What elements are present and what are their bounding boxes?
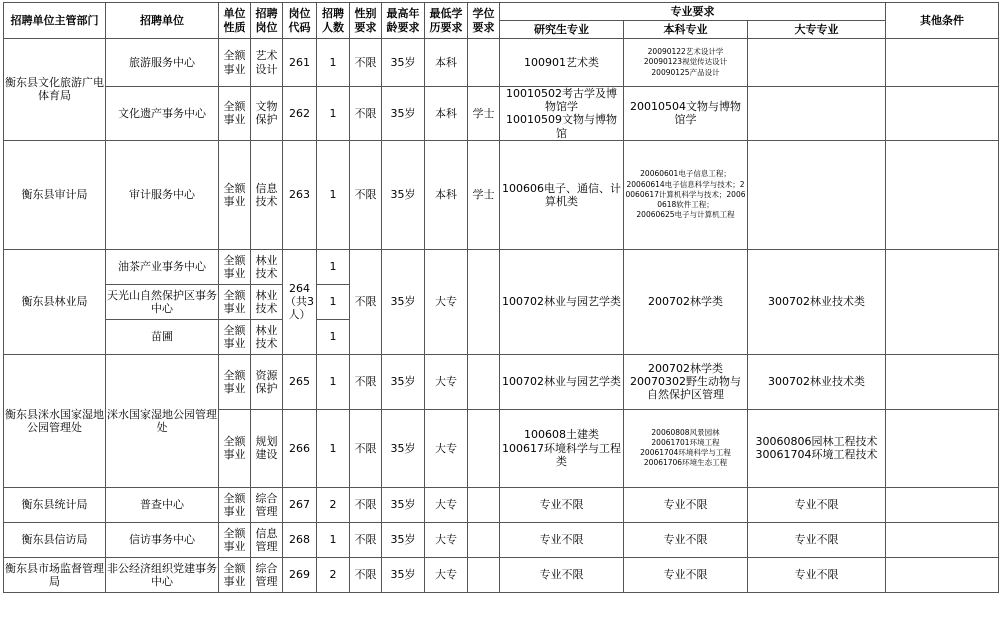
gender-cell: 不限 — [350, 354, 382, 409]
edu-cell: 本科 — [425, 39, 468, 87]
count-cell: 1 — [317, 249, 350, 284]
nature-cell: 全额事业 — [219, 487, 251, 522]
count-cell: 1 — [317, 319, 350, 354]
unit-cell: 文化遗产事务中心 — [106, 87, 219, 141]
grad-major-cell: 专业不限 — [500, 487, 624, 522]
post-cell: 林业技术 — [251, 284, 283, 319]
post-cell: 综合管理 — [251, 487, 283, 522]
nature-cell: 全额事业 — [219, 354, 251, 409]
grad-major-cell: 专业不限 — [500, 557, 624, 592]
grad-major-cell: 100608土建类 100617环境科学与工程类 — [500, 409, 624, 487]
edu-cell: 大专 — [425, 522, 468, 557]
table-row — [4, 557, 999, 592]
table-row — [4, 249, 999, 284]
degree-cell — [468, 522, 500, 557]
degree-cell — [468, 354, 500, 409]
nature-cell: 全额事业 — [219, 522, 251, 557]
code-cell: 266 — [283, 409, 317, 487]
nature-cell: 全额事业 — [219, 39, 251, 87]
header-college: 大专专业 — [748, 21, 886, 39]
college-major-cell: 专业不限 — [748, 557, 886, 592]
header-row — [4, 3, 999, 21]
gender-cell: 不限 — [350, 39, 382, 87]
edu-cell: 大专 — [425, 249, 468, 354]
count-cell: 2 — [317, 487, 350, 522]
gender-cell: 不限 — [350, 249, 382, 354]
header-gender: 性别要求 — [350, 3, 382, 39]
header-degree: 学位要求 — [468, 3, 500, 39]
gender-cell: 不限 — [350, 522, 382, 557]
header-edu: 最低学历要求 — [425, 3, 468, 39]
bach-major-cell: 200702林学类 — [624, 249, 748, 354]
post-cell: 信息技术 — [251, 140, 283, 249]
unit-cell: 审计服务中心 — [106, 140, 219, 249]
table-row — [4, 487, 999, 522]
other-cell — [886, 39, 999, 87]
bach-major-cell: 20060808风景园林 20061701环境工程 20061704环境科学与工程 20061706环境生态工程 — [624, 409, 748, 487]
unit-cell: 苗圃 — [106, 319, 219, 354]
unit-cell: 旅游服务中心 — [106, 39, 219, 87]
code-cell: 267 — [283, 487, 317, 522]
age-cell: 35岁 — [382, 522, 425, 557]
college-major-cell: 300702林业技术类 — [748, 249, 886, 354]
code-cell: 268 — [283, 522, 317, 557]
header-major: 专业要求 — [500, 3, 886, 21]
post-cell: 林业技术 — [251, 249, 283, 284]
header-post: 招聘岗位 — [251, 3, 283, 39]
nature-cell: 全额事业 — [219, 557, 251, 592]
age-cell: 35岁 — [382, 140, 425, 249]
nature-cell: 全额事业 — [219, 249, 251, 284]
nature-cell: 全额事业 — [219, 319, 251, 354]
code-cell: 264（共3人） — [283, 249, 317, 354]
edu-cell: 大专 — [425, 557, 468, 592]
table-row — [4, 87, 999, 141]
count-cell: 1 — [317, 354, 350, 409]
dept-cell: 衡东县审计局 — [4, 140, 106, 249]
table-row — [4, 522, 999, 557]
degree-cell — [468, 409, 500, 487]
table-row — [4, 354, 999, 409]
header-other: 其他条件 — [886, 3, 999, 39]
count-cell: 1 — [317, 284, 350, 319]
grad-major-cell: 100606电子、通信、计算机类 — [500, 140, 624, 249]
grad-major-cell: 100702林业与园艺学类 — [500, 354, 624, 409]
degree-cell — [468, 557, 500, 592]
bach-major-cell: 20060601电子信息工程； 20060614电子信息科学与技术；20060617计算机科学与技术；20060618软件工程； 20060625电子与计算机工程 — [624, 140, 748, 249]
degree-cell — [468, 39, 500, 87]
unit-cell: 洣水国家湿地公园管理处 — [106, 354, 219, 487]
header-bach: 本科专业 — [624, 21, 748, 39]
degree-cell — [468, 249, 500, 354]
bach-major-cell: 专业不限 — [624, 557, 748, 592]
header-dept: 招聘单位主管部门 — [4, 3, 106, 39]
gender-cell: 不限 — [350, 140, 382, 249]
post-cell: 艺术设计 — [251, 39, 283, 87]
degree-cell: 学士 — [468, 87, 500, 141]
count-cell: 1 — [317, 39, 350, 87]
edu-cell: 大专 — [425, 354, 468, 409]
header-nature: 单位性质 — [219, 3, 251, 39]
age-cell: 35岁 — [382, 557, 425, 592]
nature-cell: 全额事业 — [219, 140, 251, 249]
code-cell: 265 — [283, 354, 317, 409]
college-major-cell: 专业不限 — [748, 487, 886, 522]
code-cell: 261 — [283, 39, 317, 87]
age-cell: 35岁 — [382, 249, 425, 354]
college-major-cell — [748, 87, 886, 141]
code-cell: 263 — [283, 140, 317, 249]
bach-major-cell: 专业不限 — [624, 522, 748, 557]
post-cell: 规划建设 — [251, 409, 283, 487]
college-major-cell — [748, 39, 886, 87]
age-cell: 35岁 — [382, 354, 425, 409]
edu-cell: 大专 — [425, 487, 468, 522]
age-cell: 35岁 — [382, 409, 425, 487]
other-cell — [886, 557, 999, 592]
gender-cell: 不限 — [350, 487, 382, 522]
other-cell — [886, 87, 999, 141]
edu-cell: 本科 — [425, 140, 468, 249]
count-cell: 1 — [317, 522, 350, 557]
nature-cell: 全额事业 — [219, 87, 251, 141]
grad-major-cell: 专业不限 — [500, 522, 624, 557]
dept-cell: 衡东县文化旅游广电体育局 — [4, 39, 106, 141]
other-cell — [886, 354, 999, 409]
nature-cell: 全额事业 — [219, 284, 251, 319]
age-cell: 35岁 — [382, 39, 425, 87]
post-cell: 资源保护 — [251, 354, 283, 409]
header-unit: 招聘单位 — [106, 3, 219, 39]
bach-major-cell: 专业不限 — [624, 487, 748, 522]
table-row — [4, 39, 999, 87]
unit-cell: 非公经济组织党建事务中心 — [106, 557, 219, 592]
unit-cell: 信访事务中心 — [106, 522, 219, 557]
other-cell — [886, 522, 999, 557]
bach-major-cell: 20090122艺术设计学 20090123视觉传达设计 20090125产品设计 — [624, 39, 748, 87]
dept-cell: 衡东县统计局 — [4, 487, 106, 522]
gender-cell: 不限 — [350, 557, 382, 592]
post-cell: 文物保护 — [251, 87, 283, 141]
other-cell — [886, 249, 999, 354]
post-cell: 信息管理 — [251, 522, 283, 557]
code-cell: 269 — [283, 557, 317, 592]
college-major-cell: 专业不限 — [748, 522, 886, 557]
dept-cell: 衡东县洣水国家湿地公园管理处 — [4, 354, 106, 487]
college-major-cell: 300702林业技术类 — [748, 354, 886, 409]
gender-cell: 不限 — [350, 87, 382, 141]
grad-major-cell: 100702林业与园艺学类 — [500, 249, 624, 354]
other-cell — [886, 487, 999, 522]
college-major-cell: 30060806园林工程技术 30061704环境工程技术 — [748, 409, 886, 487]
grad-major-cell: 10010502考古学及博物馆学 10010509文物与博物馆 — [500, 87, 624, 141]
bach-major-cell: 20010504文物与博物馆学 — [624, 87, 748, 141]
degree-cell: 学士 — [468, 140, 500, 249]
age-cell: 35岁 — [382, 87, 425, 141]
other-cell — [886, 409, 999, 487]
unit-cell: 天光山自然保护区事务中心 — [106, 284, 219, 319]
age-cell: 35岁 — [382, 487, 425, 522]
code-cell: 262 — [283, 87, 317, 141]
count-cell: 1 — [317, 409, 350, 487]
count-cell: 2 — [317, 557, 350, 592]
count-cell: 1 — [317, 140, 350, 249]
dept-cell: 衡东县信访局 — [4, 522, 106, 557]
bach-major-cell: 200702林学类 20070302野生动物与自然保护区管理 — [624, 354, 748, 409]
post-cell: 综合管理 — [251, 557, 283, 592]
degree-cell — [468, 487, 500, 522]
header-count: 招聘人数 — [317, 3, 350, 39]
grad-major-cell: 100901艺术类 — [500, 39, 624, 87]
nature-cell: 全额事业 — [219, 409, 251, 487]
header-grad: 研究生专业 — [500, 21, 624, 39]
other-cell — [886, 140, 999, 249]
recruitment-table — [3, 2, 999, 593]
dept-cell: 衡东县林业局 — [4, 249, 106, 354]
gender-cell: 不限 — [350, 409, 382, 487]
count-cell: 1 — [317, 87, 350, 141]
college-major-cell — [748, 140, 886, 249]
dept-cell: 衡东县市场监督管理局 — [4, 557, 106, 592]
table-row — [4, 140, 999, 249]
unit-cell: 油茶产业事务中心 — [106, 249, 219, 284]
post-cell: 林业技术 — [251, 319, 283, 354]
edu-cell: 大专 — [425, 409, 468, 487]
header-age: 最高年龄要求 — [382, 3, 425, 39]
header-code: 岗位代码 — [283, 3, 317, 39]
edu-cell: 本科 — [425, 87, 468, 141]
unit-cell: 普查中心 — [106, 487, 219, 522]
